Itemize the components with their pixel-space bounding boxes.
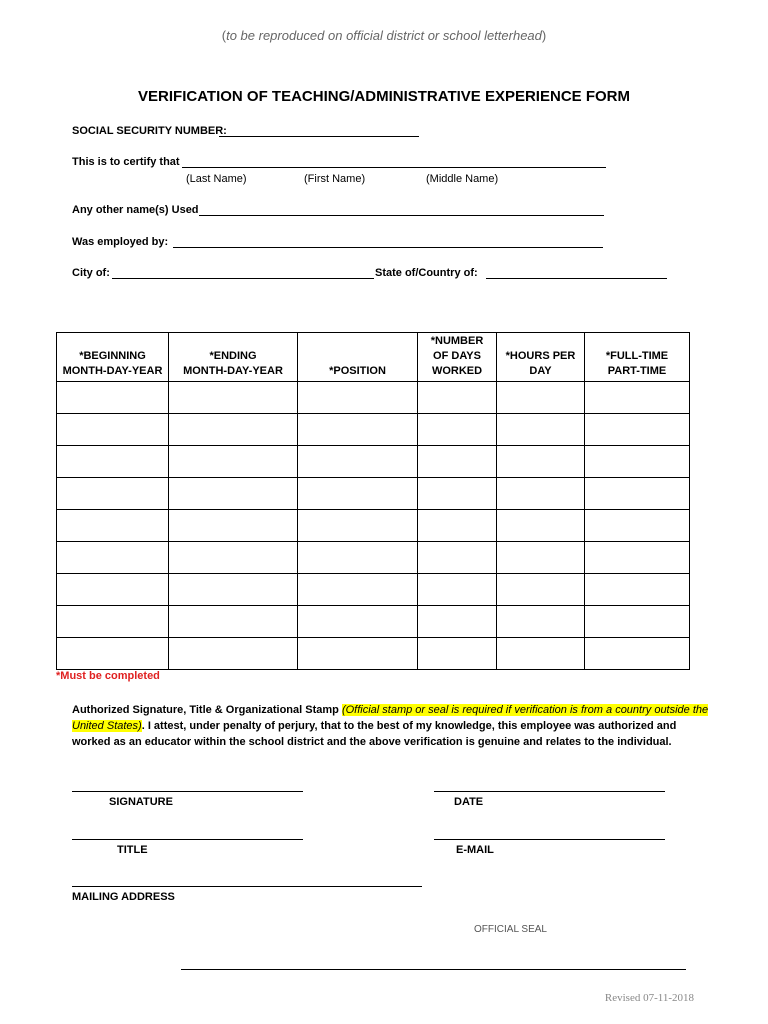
other-names-label: Any other name(s) Used <box>72 204 199 216</box>
table-cell[interactable] <box>169 478 298 510</box>
table-cell[interactable] <box>298 574 418 606</box>
employed-by-label: Was employed by: <box>72 236 169 248</box>
first-name-caption: (First Name) <box>304 173 366 185</box>
table-cell[interactable] <box>57 638 169 670</box>
table-cell[interactable] <box>497 478 585 510</box>
table-cell[interactable] <box>585 446 690 478</box>
table-cell[interactable] <box>585 382 690 414</box>
header-ending: *ENDING MONTH-DAY-YEAR <box>169 333 298 382</box>
table-row <box>57 382 690 414</box>
table-cell[interactable] <box>418 574 497 606</box>
certify-label: This is to certify that <box>72 156 180 168</box>
header-full-part-time: *FULL-TIME PART-TIME <box>585 333 690 382</box>
middle-name-caption: (Middle Name) <box>426 173 499 185</box>
table-cell[interactable] <box>497 574 585 606</box>
table-cell[interactable] <box>497 638 585 670</box>
table-cell[interactable] <box>169 606 298 638</box>
table-cell[interactable] <box>418 638 497 670</box>
table-cell[interactable] <box>585 638 690 670</box>
official-seal-line[interactable] <box>181 969 686 970</box>
table-cell[interactable] <box>57 382 169 414</box>
table-row <box>57 510 690 542</box>
signature-label: SIGNATURE <box>109 796 173 808</box>
revised-date: Revised 07-11-2018 <box>604 992 694 1004</box>
table-cell[interactable] <box>298 542 418 574</box>
table-header-row <box>57 333 690 382</box>
mailing-address-line[interactable] <box>72 886 422 887</box>
table-cell[interactable] <box>585 542 690 574</box>
table-cell[interactable] <box>497 414 585 446</box>
table-row <box>57 574 690 606</box>
table-cell[interactable] <box>298 382 418 414</box>
name-field[interactable] <box>182 167 606 168</box>
letterhead-note: (to be reproduced on official district or school letterhead) <box>221 28 547 43</box>
seal-requirement-highlight: (Official stamp or seal is required if verification is from a country outside the United States) <box>72 704 709 732</box>
table-cell[interactable] <box>298 478 418 510</box>
form-title: VERIFICATION OF TEACHING/ADMINISTRATIVE EXPERIENCE FORM <box>138 88 630 105</box>
email-label: E-MAIL <box>456 844 494 856</box>
table-cell[interactable] <box>418 478 497 510</box>
table-cell[interactable] <box>497 446 585 478</box>
table-cell[interactable] <box>57 574 169 606</box>
table-row <box>57 446 690 478</box>
table-cell[interactable] <box>418 510 497 542</box>
header-position: *POSITION <box>298 333 418 382</box>
signature-line[interactable] <box>72 791 303 792</box>
table-cell[interactable] <box>169 638 298 670</box>
header-days-worked: *NUMBER OF DAYS WORKED <box>418 333 497 382</box>
table-row <box>57 478 690 510</box>
table-cell[interactable] <box>418 382 497 414</box>
ssn-label: SOCIAL SECURITY NUMBER: <box>72 125 227 137</box>
table-row <box>57 606 690 638</box>
last-name-caption: (Last Name) <box>186 173 247 185</box>
table-cell[interactable] <box>57 478 169 510</box>
table-cell[interactable] <box>418 542 497 574</box>
required-note: *Must be completed <box>56 670 160 682</box>
email-line[interactable] <box>434 839 665 840</box>
state-label: State of/Country of: <box>375 267 478 279</box>
table-cell[interactable] <box>585 414 690 446</box>
table-cell[interactable] <box>298 638 418 670</box>
table-cell[interactable] <box>57 542 169 574</box>
employed-by-field[interactable] <box>173 247 603 248</box>
table-cell[interactable] <box>585 606 690 638</box>
table-cell[interactable] <box>497 606 585 638</box>
table-cell[interactable] <box>298 510 418 542</box>
table-cell[interactable] <box>585 478 690 510</box>
table-body <box>57 382 690 670</box>
title-line[interactable] <box>72 839 303 840</box>
title-label: TITLE <box>117 844 148 856</box>
experience-table <box>56 332 690 670</box>
date-line[interactable] <box>434 791 665 792</box>
table-cell[interactable] <box>169 542 298 574</box>
table-cell[interactable] <box>298 446 418 478</box>
table-cell[interactable] <box>169 574 298 606</box>
table-cell[interactable] <box>497 542 585 574</box>
table-cell[interactable] <box>418 446 497 478</box>
table-cell[interactable] <box>298 606 418 638</box>
other-names-field[interactable] <box>199 215 604 216</box>
table-row <box>57 414 690 446</box>
table-cell[interactable] <box>585 574 690 606</box>
table-cell[interactable] <box>418 414 497 446</box>
table-cell[interactable] <box>57 510 169 542</box>
table-cell[interactable] <box>57 446 169 478</box>
table-cell[interactable] <box>57 606 169 638</box>
table-row <box>57 638 690 670</box>
official-seal-label: OFFICIAL SEAL <box>474 924 547 935</box>
attestation-paragraph: Authorized Signature, Title & Organizational Stamp (Official stamp or seal is required if verification is from a country outside the United States). I attest, under penalty of perjury, that to the best of my knowledge, this employee was authorized and worked as an educator within the school district and the above verification is genuine and relates to the individual. <box>72 704 709 748</box>
table-cell[interactable] <box>585 510 690 542</box>
table-cell[interactable] <box>497 382 585 414</box>
table-cell[interactable] <box>298 414 418 446</box>
table-row <box>57 542 690 574</box>
state-field[interactable] <box>486 278 667 279</box>
header-hours-per-day: *HOURS PER DAY <box>497 333 585 382</box>
header-beginning: *BEGINNING MONTH-DAY-YEAR <box>57 333 169 382</box>
ssn-field[interactable] <box>219 136 419 137</box>
date-label: DATE <box>454 796 484 808</box>
city-label: City of: <box>72 267 110 279</box>
table-cell[interactable] <box>169 382 298 414</box>
table-cell[interactable] <box>418 606 497 638</box>
table-cell[interactable] <box>57 414 169 446</box>
table-cell[interactable] <box>169 446 298 478</box>
table-cell[interactable] <box>169 510 298 542</box>
table-cell[interactable] <box>169 414 298 446</box>
table-cell[interactable] <box>497 510 585 542</box>
mailing-address-label: MAILING ADDRESS <box>72 891 175 903</box>
city-field[interactable] <box>112 278 374 279</box>
